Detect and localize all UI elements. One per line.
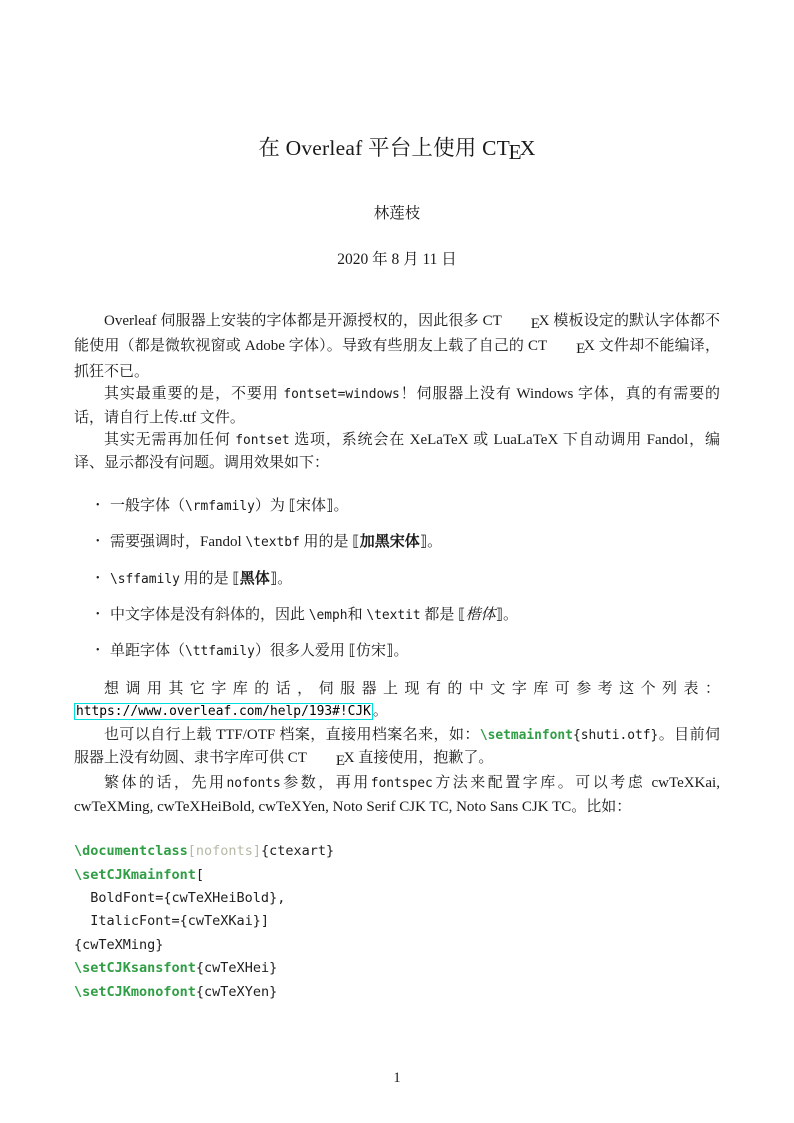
text-run: \emph xyxy=(308,607,348,623)
text-run: ItalicFont={cwTeXKai}] xyxy=(74,913,270,930)
ctex-logo: CTEX xyxy=(482,136,536,165)
text-run: {shuti.otf} xyxy=(572,727,659,743)
text-run: ⟧。 xyxy=(269,570,293,587)
paragraph xyxy=(74,310,720,383)
text-run: {cwTeXYen} xyxy=(195,983,278,1000)
text-run: \rmfamily xyxy=(185,498,255,514)
list-item xyxy=(96,531,720,554)
text-run: 一般字体（ xyxy=(110,497,186,514)
paragraph xyxy=(74,429,720,475)
text-run: 需要强调时，Fandol xyxy=(110,534,246,551)
body-flow xyxy=(74,310,720,818)
code-line xyxy=(74,981,720,1004)
text-run: 繁体的话，先用 xyxy=(104,775,227,792)
text-run: fontset xyxy=(235,432,290,448)
text-run: 楷体 xyxy=(465,606,496,623)
text-run: {cwTeXHei} xyxy=(195,960,278,977)
list-item xyxy=(96,495,720,518)
text-run: BoldFont={cwTeXHeiBold}, xyxy=(74,889,286,906)
text-run: \setCJKmonofont xyxy=(74,983,196,1000)
text-run: 。 xyxy=(372,703,388,720)
page-number: 1 xyxy=(393,1070,401,1086)
code-line xyxy=(74,887,720,910)
text-run: 参数，再用 xyxy=(280,775,371,792)
text-run: ⟧。 xyxy=(495,606,519,623)
text-run: 其实最重要的是，不要用 xyxy=(104,386,284,403)
text-run: {cwTeXMing} xyxy=(74,936,164,953)
doc-date: 2020 年 8 月 11 日 xyxy=(337,251,457,269)
paragraph xyxy=(74,772,720,818)
text-run: 用的是 ⟦ xyxy=(299,534,360,551)
code-line xyxy=(74,840,720,863)
text-run: 单距字体（ xyxy=(110,643,186,660)
text-run: nofonts xyxy=(226,776,281,792)
text-run: 用的是 ⟦ xyxy=(179,570,240,587)
text-run: 也可以自行上载 TTF/OTF 档案，直接用档案名来，如： xyxy=(104,726,480,743)
text-run: ⟧。 xyxy=(419,534,443,551)
overleaf-help-link[interactable]: https://www.overleaf.com/help/193#!CJK xyxy=(76,704,371,720)
text-run: 黑体 xyxy=(239,570,270,587)
text-run: {ctexart} xyxy=(260,843,335,860)
text-run: \setmainfont xyxy=(479,727,573,743)
text-run: \documentclass xyxy=(74,843,188,860)
list-item xyxy=(96,604,720,627)
text-run: \setCJKsansfont xyxy=(74,960,196,977)
text-run: 中文字体是没有斜体的，因此 xyxy=(110,606,309,623)
doc-title xyxy=(0,0,794,165)
code-line xyxy=(74,910,720,933)
text-run: 想调用其它字库的话，伺服器上现有的中文字库可参考这个列表： xyxy=(104,680,720,697)
code-line xyxy=(74,957,720,980)
text-run: 其实无需再加任何 xyxy=(104,431,236,448)
text-run: 。目前伺服器上没有幼圆、隶书字库可供 xyxy=(74,726,720,767)
text-run: ！伺服器上没有 Windows 字体，真的有需要的话，请自行上传.ttf 文件。 xyxy=(74,386,720,426)
ctex-logo: CT EX xyxy=(482,313,550,333)
text-run: 选项，系统会在 XeLaTeX 或 LuaLaTeX 下自动调用 Fandol，编译、显示都没有问题。调用效果如下： xyxy=(74,431,720,472)
ctex-logo: CT EX xyxy=(528,338,595,358)
text-run: Overleaf 伺服器上安装的字体都是开源授权的，因此很多 xyxy=(104,313,483,330)
text-run: \ttfamily xyxy=(185,644,255,660)
paragraph xyxy=(74,724,720,773)
text-run: ）很多人爱用 ⟦仿宋⟧。 xyxy=(254,643,409,660)
text-run: ）为 ⟦宋体⟧。 xyxy=(254,497,349,514)
text-run: \textit xyxy=(366,607,421,623)
text-run: 加黑宋体 xyxy=(359,534,420,551)
document-body xyxy=(74,310,720,1004)
font-effects-list xyxy=(74,495,720,664)
text-run: [nofonts] xyxy=(187,843,261,860)
text-run: \sffamily xyxy=(110,571,180,587)
text-run: fontspec xyxy=(370,776,433,792)
text-run: 在 Overleaf 平台上使用 xyxy=(258,136,483,160)
ctex-logo: CT EX xyxy=(287,750,355,769)
text-run: \setCJKmainfont xyxy=(74,866,196,883)
text-run: 文件却不能编译，抓狂不已。 xyxy=(74,338,720,380)
text-run: fontset=windows xyxy=(283,387,400,403)
list-item xyxy=(96,640,720,663)
text-run: 和 xyxy=(347,606,367,623)
doc-author: 林莲枝 xyxy=(373,205,421,223)
code-line xyxy=(74,864,720,887)
list-item xyxy=(96,568,720,591)
paragraph xyxy=(74,678,720,724)
code-line xyxy=(74,934,720,957)
paragraph xyxy=(74,383,720,429)
text-run: 都是 ⟦ xyxy=(420,606,466,623)
text-run: 模板设定的默认字体都不能使用（都是微软视窗或 Adobe 字体）。导致有些朋友上载了自己的 xyxy=(74,313,720,355)
text-run: 直接使用，抱歉了。 xyxy=(354,750,494,767)
text-run: \textbf xyxy=(245,535,300,551)
text-run: 方法来配置字库。可以考虑 cwTeXKai, cwTeXMing, cwTeXHeiBold, cwTeXYen, Noto Serif CJK TC, Noto Sans CJK TC。比如： xyxy=(74,775,720,815)
text-run: [ xyxy=(195,866,205,883)
latex-code-block xyxy=(74,840,720,1004)
